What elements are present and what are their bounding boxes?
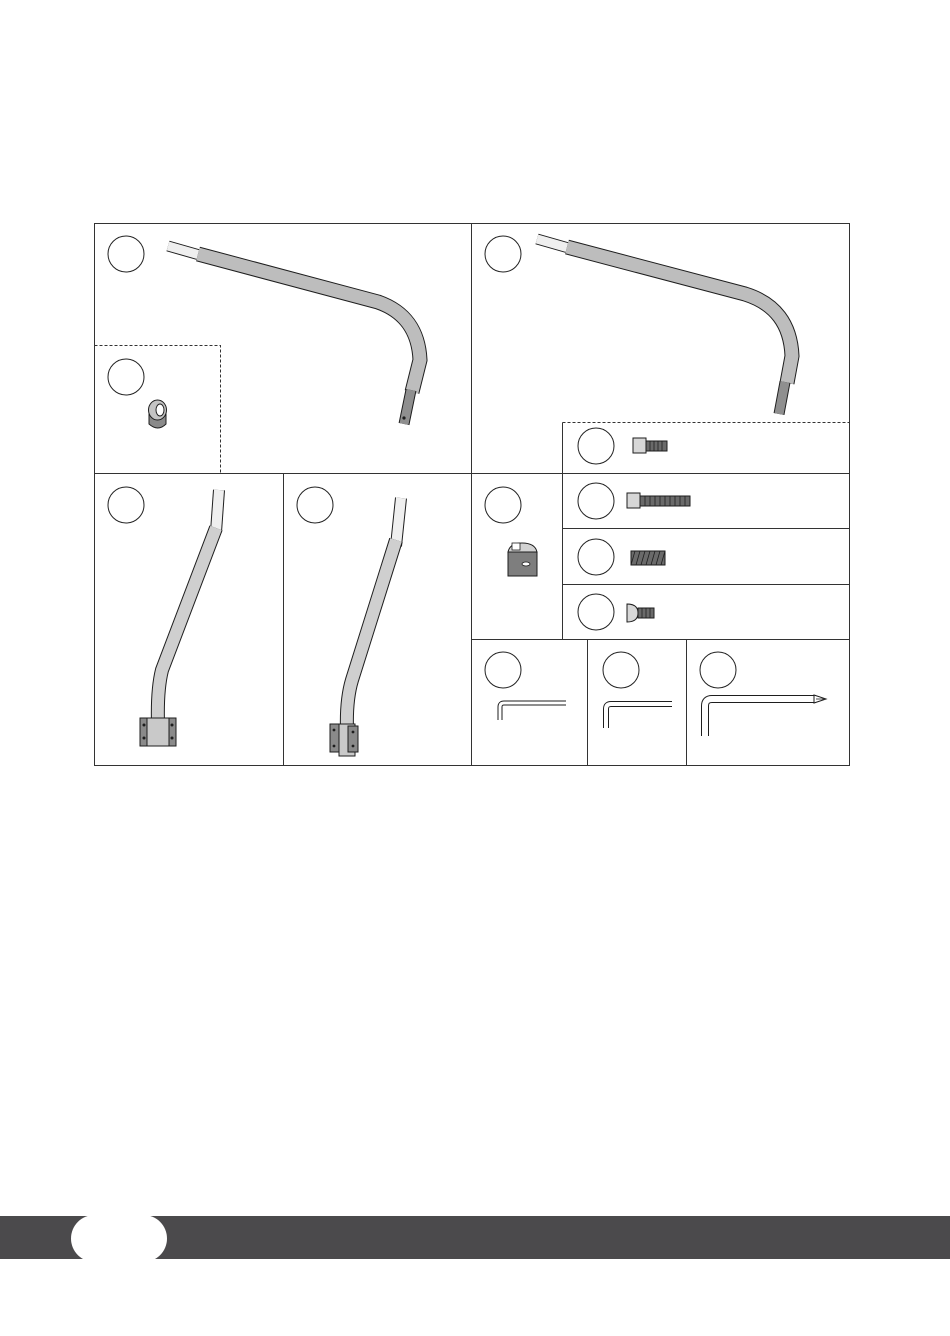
lower-upright-tube-right xyxy=(330,498,401,756)
short-bolt xyxy=(633,438,667,453)
long-bolt xyxy=(627,493,690,508)
part-callout-5 xyxy=(297,487,333,523)
part-callout-1 xyxy=(108,236,144,272)
part-callout-8 xyxy=(578,483,614,519)
grid-lines xyxy=(95,224,850,766)
part-callout-11 xyxy=(485,652,521,688)
small-allen-key xyxy=(500,703,566,720)
part-callout-9 xyxy=(578,539,614,575)
part-callout-2 xyxy=(108,359,144,395)
clamp-cover xyxy=(508,543,537,576)
part-callout-4 xyxy=(108,487,144,523)
end-cap xyxy=(149,400,167,428)
part-callout-3 xyxy=(485,236,521,272)
part-callout-6 xyxy=(485,487,521,523)
curved-handlebar-tube-left xyxy=(168,246,420,424)
part-callout-12 xyxy=(603,652,639,688)
allen-key-screwdriver xyxy=(705,695,826,736)
page-number-pill xyxy=(71,1215,167,1262)
lower-upright-tube-left xyxy=(140,490,219,746)
set-screw xyxy=(631,551,665,565)
part-callout-13 xyxy=(700,652,736,688)
part-callout-7 xyxy=(578,428,614,464)
round-head-screw xyxy=(627,604,654,622)
curved-handlebar-tube-right xyxy=(537,239,792,414)
part-callout-10 xyxy=(578,594,614,630)
medium-allen-key xyxy=(606,704,672,728)
